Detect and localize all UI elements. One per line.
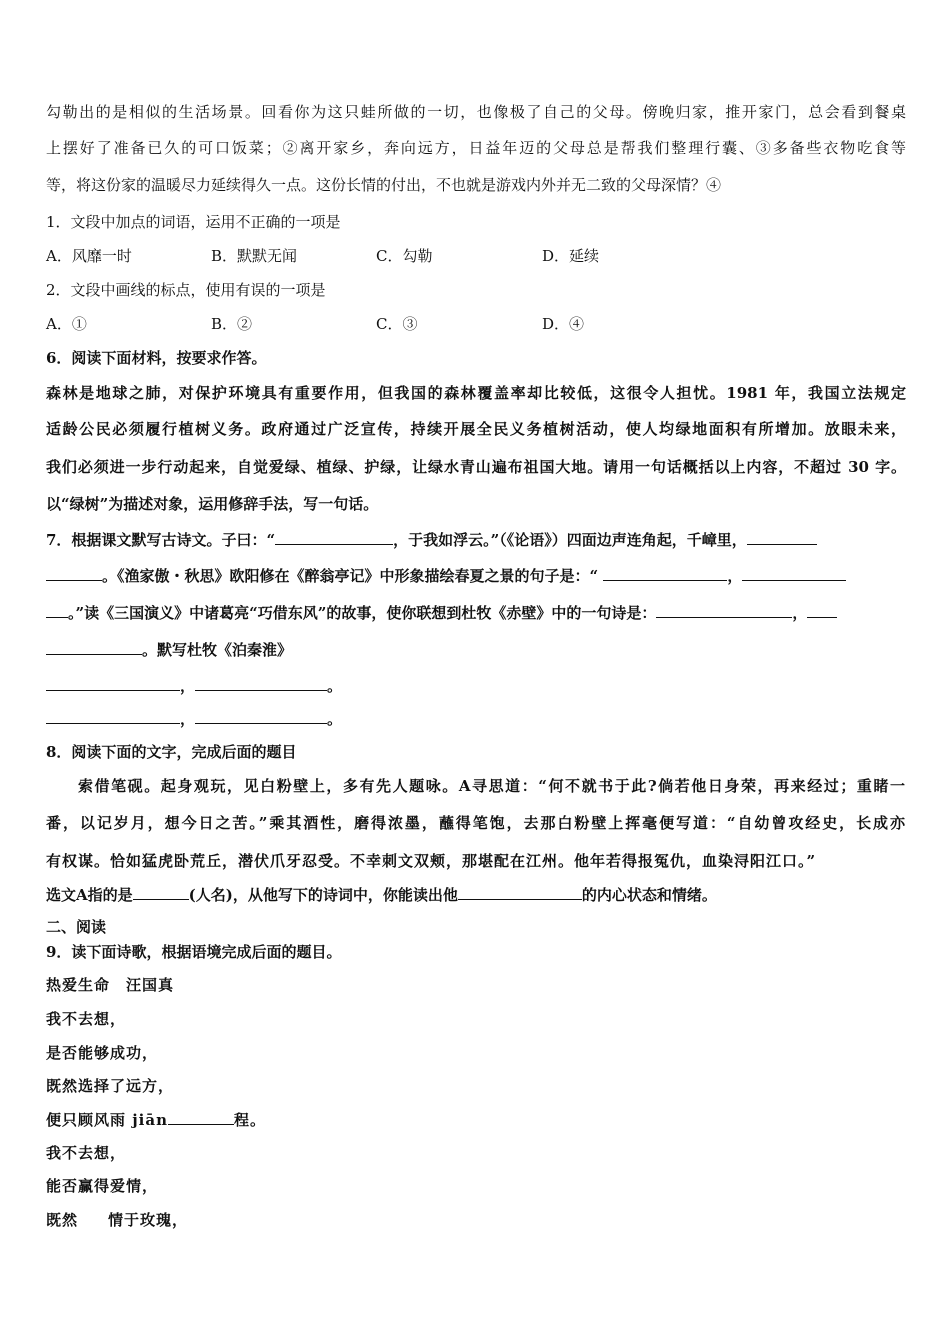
option-c[interactable]: C．③ (376, 315, 418, 333)
question-8-passage-3: 有权谋。恰如猛虎卧荒丘，潜伏爪牙忍受。不幸刺文双颊，那堪配在江州。他年若得报冤仇，血染浔阳江口。” (46, 852, 817, 870)
question-2-options (46, 313, 906, 335)
section-title: 二、阅读 (46, 918, 107, 936)
poem-line-with-blank (46, 1108, 906, 1131)
answer-blank[interactable] (275, 528, 393, 545)
answer-blank[interactable] (46, 707, 180, 724)
answer-blank[interactable] (46, 564, 102, 581)
question-6-line-1: 森林是地球之肺，对保护环境具有重要作用，但我国的森林覆盖率却比较低，这很令人担忧。1981 年，我国立法规定 (46, 384, 906, 402)
option-b[interactable]: B．默默无闻 (211, 247, 298, 265)
question-1-stem: 1．文段中加点的词语，运用不正确的一项是 (46, 213, 341, 231)
answer-blank[interactable] (603, 564, 727, 581)
passage-line-3: 等，将这份家的温暖尽力延续得久一点。这份长情的付出，不也就是游戏内外并无二致的父母深情？④ (46, 176, 722, 194)
poem-title: 热爱生命 汪国真 (46, 976, 175, 994)
poem-line-with-gap (46, 1209, 906, 1231)
answer-blank[interactable] (46, 674, 180, 691)
q7-period: 。 (327, 677, 343, 695)
question-6-stem: 6．阅读下面材料，按要求作答。 (46, 349, 267, 367)
option-a[interactable]: A．风靡一时 (46, 247, 132, 265)
poem-text: 情于玫瑰， (108, 1211, 189, 1229)
q8-text: 的内心状态和情绪。 (581, 886, 717, 904)
q7-text: 。《渔家傲・秋思》欧阳修在《醉翁亭记》中形象描绘春夏之景的句子是：“ (102, 567, 604, 585)
q7-comma: ， (180, 677, 196, 695)
question-8-stem: 8．阅读下面的文字，完成后面的题目 (46, 743, 297, 761)
answer-blank[interactable] (747, 528, 817, 545)
answer-blank[interactable] (133, 883, 189, 900)
poem-text: 既然 (46, 1211, 79, 1229)
option-d[interactable]: D．④ (542, 315, 585, 333)
answer-blank[interactable] (807, 601, 837, 618)
question-8-passage-1: 索借笔砚。起身观玩，见白粉壁上，多有先人题咏。A寻思道：“何不就书于此?倘若他日身荣，再来经过；重睹一 (78, 777, 906, 795)
question-2-stem: 2．文段中画线的标点，使用有误的一项是 (46, 281, 326, 299)
poem-line: 能否赢得爱情， (46, 1177, 159, 1195)
q7-period: 。 (327, 710, 343, 728)
question-8-prompt (46, 883, 906, 906)
question-7-line-6 (46, 707, 906, 730)
poem-line: 我不去想， (46, 1010, 127, 1028)
option-a[interactable]: A．① (46, 315, 87, 333)
q7-text: 7．根据课文默写古诗文。子曰：“ (46, 531, 276, 549)
q7-text: 。默写杜牧《泊秦淮》 (142, 641, 293, 659)
passage-line-1: 勾勒出的是相似的生活场景。回看你为这只蛙所做的一切，也像极了自己的父母。傍晚归家，推开家门，总会看到餐桌 (46, 103, 906, 121)
question-7-line-5 (46, 674, 906, 697)
answer-blank[interactable] (195, 674, 327, 691)
question-7-line-2 (46, 564, 906, 587)
poem-text: 便只顾风雨 jiān (46, 1111, 168, 1129)
poem-line: 既然选择了远方， (46, 1077, 175, 1095)
q8-text: (人名)，从他写下的诗词中，你能读出他 (188, 886, 458, 904)
poem-line: 我不去想， (46, 1144, 127, 1162)
q7-text: ，于我如浮云。”（《论语》）四面边声连角起，千嶂里， (393, 531, 747, 549)
option-b[interactable]: B．② (211, 315, 253, 333)
question-6-line-2: 适龄公民必须履行植树义务。政府通过广泛宣传，持续开展全民义务植树活动，使人均绿地面积有所增加。放眼未来， (46, 420, 906, 438)
question-6-line-3: 我们必须进一步行动起来，自觉爱绿、植绿、护绿，让绿水青山遍布祖国大地。请用一句话概括以上内容，不超过 30 字。 (46, 458, 906, 476)
question-7-line-3 (46, 601, 906, 624)
answer-blank[interactable] (656, 601, 792, 618)
poem-line: 是否能够成功， (46, 1044, 159, 1062)
option-c[interactable]: C．勾勒 (376, 247, 433, 265)
q7-text: ， (792, 604, 808, 622)
answer-blank[interactable] (46, 638, 142, 655)
passage-line-2: 上摆好了准备已久的可口饭菜；②离开家乡，奔向远方，日益年迈的父母总是帮我们整理行囊、③多备些衣物吃食等 (46, 139, 906, 157)
q7-text: 。”读《三国演义》中诸葛亮“巧借东风”的故事，使你联想到杜牧《赤壁》中的一句诗是： (68, 604, 657, 622)
q7-comma: ， (180, 710, 196, 728)
question-6-line-4: 以“绿树”为描述对象，运用修辞手法，写一句话。 (46, 495, 379, 513)
q8-text: 选文A指的是 (46, 886, 133, 904)
question-1-options (46, 245, 906, 267)
question-8-passage-2: 番，以记岁月，想今日之苦。”乘其酒性，磨得浓墨，蘸得笔饱，去那白粉壁上挥毫便写道：“自幼曾攻经史，长成亦 (46, 814, 906, 832)
answer-blank[interactable] (46, 601, 68, 618)
question-9-stem: 9．读下面诗歌，根据语境完成后面的题目。 (46, 943, 342, 961)
poem-text: 程。 (233, 1111, 266, 1129)
answer-blank[interactable] (195, 707, 327, 724)
option-d[interactable]: D．延续 (542, 247, 600, 265)
answer-blank[interactable] (168, 1108, 234, 1125)
question-7-line-1 (46, 528, 906, 551)
question-7-line-4 (46, 638, 906, 661)
q7-text: ， (727, 567, 743, 585)
answer-blank[interactable] (742, 564, 846, 581)
answer-blank[interactable] (458, 883, 582, 900)
